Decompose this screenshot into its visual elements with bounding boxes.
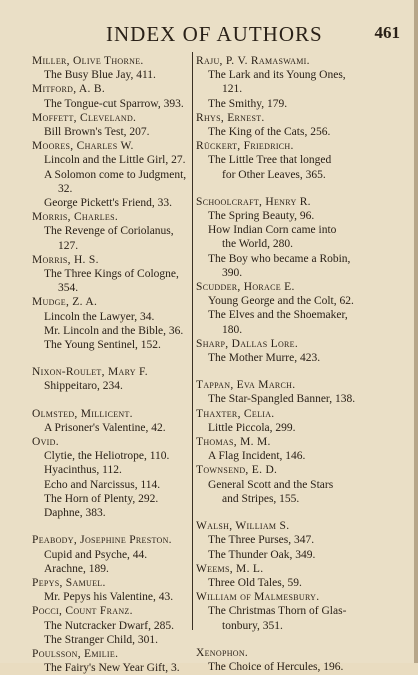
work-title: The Three Kings of Cologne, (44, 268, 179, 281)
index-entry (32, 604, 190, 647)
index-entry (196, 519, 390, 562)
index-entry (32, 407, 190, 435)
work-title: Cupid and Psyche, 44. (44, 548, 148, 561)
index-entry (32, 365, 190, 393)
work-title: The Elves and the Shoemaker, (208, 309, 348, 322)
author-name: Schoolcraft, Henry R. (196, 195, 311, 208)
author-name: Townsend, E. D. (196, 464, 278, 477)
author-name: Miller, Olive Thorne. (32, 55, 144, 67)
index-entry (32, 139, 190, 210)
index-entry (196, 280, 390, 337)
work-title: The Christmas Thorn of Glas- (208, 605, 347, 618)
author-name: Walsh, William S. (196, 520, 290, 533)
author-name: Ovid. (32, 436, 59, 449)
author-name: Nixon-Roulet, Mary F. (32, 366, 148, 379)
index-entry (32, 210, 190, 253)
work-title: The Horn of Plenty, 292. (44, 492, 159, 505)
work-title-continuation: 354. (58, 282, 79, 295)
index-entry (196, 463, 390, 506)
work-title: Lincoln and the Little Girl, 27. (44, 154, 186, 167)
work-title-continuation: the World, 280. (222, 238, 294, 251)
index-entry (32, 533, 190, 576)
work-title-continuation: 390. (222, 266, 243, 279)
author-name: Olmsted, Millicent. (32, 407, 133, 420)
work-title: The Fairy's New Year Gift, 3. (44, 662, 180, 675)
work-title: The Choice of Hercules, 196. (208, 660, 344, 673)
index-entry (196, 337, 390, 365)
work-title: Three Old Tales, 59. (208, 576, 302, 589)
work-title: The Busy Blue Jay, 411. (44, 69, 156, 82)
work-title: The Revenge of Coriolanus, (44, 225, 174, 238)
work-title: The Smithy, 179. (208, 97, 288, 110)
page-title: INDEX OF AUTHORS (106, 22, 323, 46)
page-header (90, 22, 400, 46)
work-title-continuation: and Stripes, 155. (222, 492, 300, 505)
work-title: The King of the Cats, 256. (208, 126, 331, 139)
work-title: How Indian Corn came into (208, 224, 337, 237)
work-title-continuation: 180. (222, 323, 243, 336)
work-title: The Little Tree that longed (208, 154, 332, 167)
author-name: Sharp, Dallas Lore. (196, 337, 299, 350)
author-name: Raju, P. V. Ramaswami. (196, 55, 310, 67)
index-entry (196, 54, 390, 111)
left-index-column (32, 54, 190, 675)
index-entry (32, 111, 190, 139)
index-entry (32, 253, 190, 296)
work-title: Clytie, the Heliotrope, 110. (44, 450, 170, 463)
author-name: Morris, H. S. (32, 253, 99, 266)
work-title: A Flag Incident, 146. (208, 450, 306, 463)
author-name: Morris, Charles. (32, 211, 118, 224)
work-title: Mr. Pepys his Valentine, 43. (44, 591, 174, 604)
index-entry (32, 54, 190, 82)
index-entry (196, 111, 390, 139)
work-title: General Scott and the Stars (208, 478, 334, 491)
author-name: William of Malmesbury. (196, 591, 320, 604)
page-number: 461 (374, 23, 400, 42)
work-title: The Boy who became a Robin, (208, 252, 351, 265)
work-title: The Mother Murre, 423. (208, 352, 321, 365)
author-name: Xenophon. (196, 646, 249, 659)
index-entry (32, 435, 190, 520)
author-name: Mudge, Z. A. (32, 296, 98, 309)
work-title: Arachne, 189. (44, 562, 109, 575)
author-name: Moffett, Cleveland. (32, 111, 137, 124)
work-title: The Lark and its Young Ones, (208, 69, 346, 82)
author-name: Peabody, Josephine Preston. (32, 534, 172, 547)
author-name: Thaxter, Celia. (196, 407, 275, 420)
work-title-continuation: for Other Leaves, 365. (222, 168, 326, 181)
author-name: Pepys, Samuel. (32, 576, 106, 589)
work-title: Young George and the Colt, 62. (208, 295, 354, 308)
work-title-continuation: 127. (58, 239, 79, 252)
work-title: Little Piccola, 299. (208, 421, 296, 434)
right-index-column (196, 54, 390, 674)
author-name: Thomas, M. M. (196, 436, 271, 449)
author-name: Rhys, Ernest. (196, 111, 265, 124)
index-entry (196, 195, 390, 280)
work-title-continuation: 32. (58, 182, 73, 195)
index-entry (196, 590, 390, 633)
index-entry (196, 562, 390, 590)
work-title: Bill Brown's Test, 207. (44, 126, 150, 139)
work-title: Echo and Narcissus, 114. (44, 478, 161, 491)
index-entry (32, 82, 190, 110)
author-name: Mitford, A. B. (32, 83, 106, 96)
index-entry (196, 139, 390, 182)
work-title: The Young Sentinel, 152. (44, 339, 161, 352)
work-title: The Thunder Oak, 349. (208, 548, 316, 561)
work-title: The Three Purses, 347. (208, 534, 315, 547)
author-name: Rückert, Friedrich. (196, 140, 294, 153)
work-title: A Solomon come to Judgment, (44, 168, 187, 181)
work-title: Lincoln the Lawyer, 34. (44, 310, 155, 323)
author-name: Poulsson, Emilie. (32, 647, 119, 660)
work-title-continuation: 121. (222, 83, 243, 96)
work-title: Shippeitaro, 234. (44, 380, 123, 393)
work-title: The Star-Spangled Banner, 138. (208, 393, 356, 406)
column-divider (192, 52, 193, 630)
work-title: Mr. Lincoln and the Bible, 36. (44, 324, 184, 337)
author-name: Tappan, Eva March. (196, 379, 296, 392)
work-title-continuation: tonbury, 351. (222, 619, 283, 632)
work-title: Hyacinthus, 112. (44, 464, 122, 477)
index-entry (32, 647, 190, 675)
page-edge (414, 0, 418, 663)
work-title: A Prisoner's Valentine, 42. (44, 421, 166, 434)
index-entry (196, 435, 390, 463)
author-name: Moores, Charles W. (32, 140, 134, 153)
author-name: Scudder, Horace E. (196, 281, 295, 294)
work-title: The Stranger Child, 301. (44, 633, 159, 646)
index-entry (32, 295, 190, 352)
index-entry (196, 646, 390, 674)
index-entry (196, 407, 390, 435)
author-name: Weems, M. L. (196, 562, 264, 575)
work-title: The Nutcracker Dwarf, 285. (44, 619, 174, 632)
work-title: Daphne, 383. (44, 507, 106, 520)
work-title: The Tongue-cut Sparrow, 393. (44, 97, 184, 110)
author-name: Pocci, Count Franz. (32, 605, 133, 618)
work-title: George Pickett's Friend, 33. (44, 197, 173, 210)
index-entry (196, 378, 390, 406)
index-entry (32, 576, 190, 604)
work-title: The Spring Beauty, 96. (208, 210, 315, 223)
